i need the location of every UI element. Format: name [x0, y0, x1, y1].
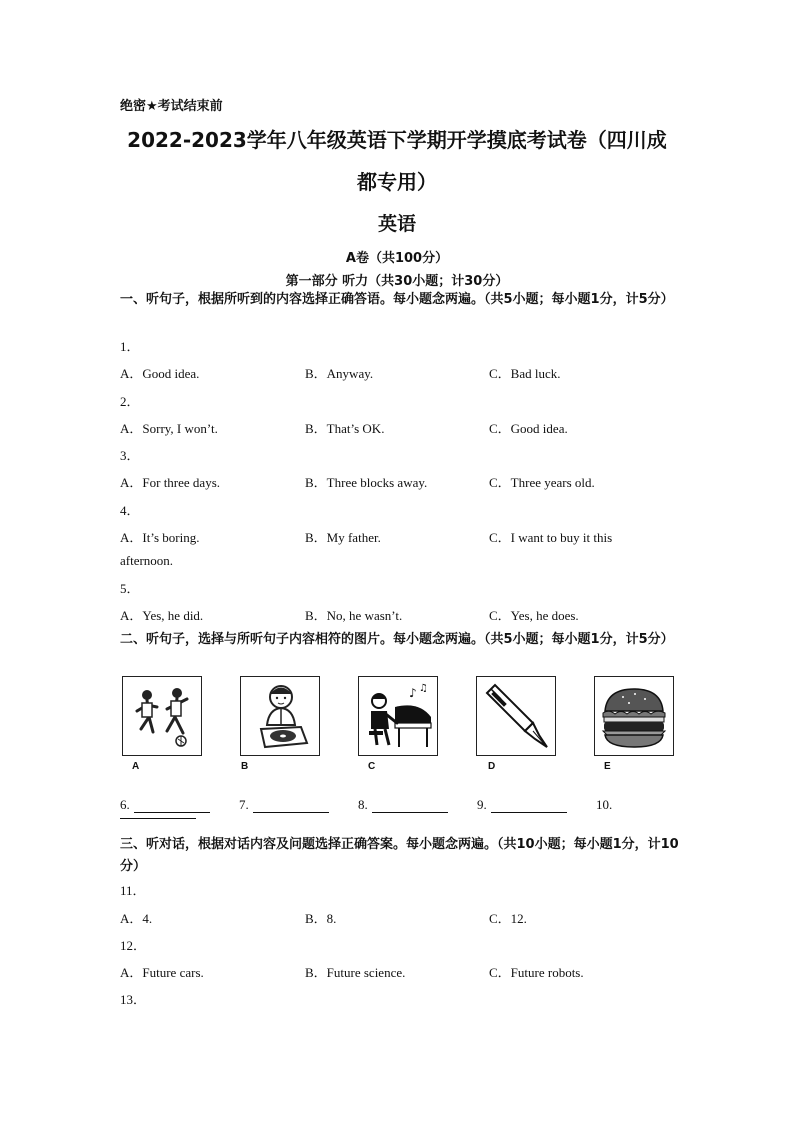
- section1-heading: 一、听句子，根据所听到的内容选择正确答语。每小题念两遍。（共5小题；每小题1分，计5分）: [120, 292, 674, 307]
- option-c: C．Bad luck.: [489, 366, 561, 381]
- picture-label: E: [604, 761, 611, 772]
- answer-blank-6[interactable]: [120, 797, 210, 813]
- question-number: 1．: [120, 339, 140, 354]
- section3-heading: 三、听对话，根据对话内容及问题选择正确答案。每小题念两遍。（共10小题；每小题1分，计10分）: [120, 837, 679, 874]
- blank-number: 8.: [358, 797, 368, 812]
- question-number: 13．: [120, 992, 147, 1007]
- question-number: 2．: [120, 394, 140, 409]
- question-number: 5．: [120, 581, 140, 596]
- exam-title-line1: 2022-2023学年八年级英语下学期开学摸底考试卷（四川成: [127, 128, 667, 152]
- question-number: 4．: [120, 503, 140, 518]
- fountain-pen-icon: [476, 676, 556, 756]
- picture-label: D: [488, 761, 496, 772]
- part-label: 第一部分 听力（共30小题；计30分）: [285, 274, 509, 289]
- hamburger-icon: [594, 676, 674, 756]
- section2-heading: 二、听句子，选择与所听句子内容相符的图片。每小题念两遍。（共5小题；每小题1分，计5分）: [120, 632, 674, 647]
- boy-record-player-icon: [240, 676, 320, 756]
- option-b: B．Three blocks away.: [305, 475, 428, 490]
- option-b: B．Future science.: [305, 965, 406, 980]
- option-b: B．No, he wasn’t.: [305, 608, 403, 623]
- option-c: C．12.: [489, 911, 527, 926]
- question-number: 3．: [120, 448, 140, 463]
- option-a: A．It’s boring.: [120, 530, 200, 545]
- confidential-label: 绝密★考试结束前: [120, 99, 223, 114]
- svg-text:♪: ♪: [409, 686, 417, 700]
- answer-blank-10: [596, 797, 612, 813]
- blank-number: 6.: [120, 797, 130, 812]
- option-c: C．Good idea.: [489, 421, 568, 436]
- option-c-continuation: afternoon.: [120, 553, 174, 568]
- option-a: A．Sorry, I won’t.: [120, 421, 218, 436]
- answer-blank-7[interactable]: [239, 797, 329, 813]
- answer-blank-10-line[interactable]: [120, 818, 196, 819]
- soccer-players-icon: [122, 676, 202, 756]
- pianist-icon: [358, 676, 438, 756]
- picture-label: B: [241, 761, 249, 772]
- answer-blank-9[interactable]: [477, 797, 567, 813]
- blank-number: 9.: [477, 797, 487, 812]
- option-a: A．Yes, he did.: [120, 608, 204, 623]
- option-b: B．Anyway.: [305, 366, 374, 381]
- exam-title-line2: 都专用）: [357, 170, 437, 194]
- option-b: B．That’s OK.: [305, 421, 385, 436]
- question-number: 12．: [120, 938, 147, 953]
- picture-label: C: [368, 761, 376, 772]
- picture-label: A: [132, 761, 140, 772]
- blank-number: 7.: [239, 797, 249, 812]
- option-c: C．Three years old.: [489, 475, 595, 490]
- paper-label: A卷（共100分）: [345, 251, 449, 266]
- subject-title: 英语: [377, 213, 416, 235]
- option-a: A．Future cars.: [120, 965, 204, 980]
- option-c: C．I want to buy it this: [489, 530, 613, 545]
- question-number: 11．: [120, 883, 146, 898]
- option-a: A．Good idea.: [120, 366, 200, 381]
- option-c: C．Future robots.: [489, 965, 584, 980]
- option-a: A．4.: [120, 911, 153, 926]
- answer-blank-8[interactable]: [358, 797, 448, 813]
- option-b: B．8.: [305, 911, 337, 926]
- blank-number: 10.: [596, 797, 613, 812]
- svg-text:♫: ♫: [419, 683, 428, 694]
- option-c: C．Yes, he does.: [489, 608, 579, 623]
- option-b: B．My father.: [305, 530, 381, 545]
- option-a: A．For three days.: [120, 475, 221, 490]
